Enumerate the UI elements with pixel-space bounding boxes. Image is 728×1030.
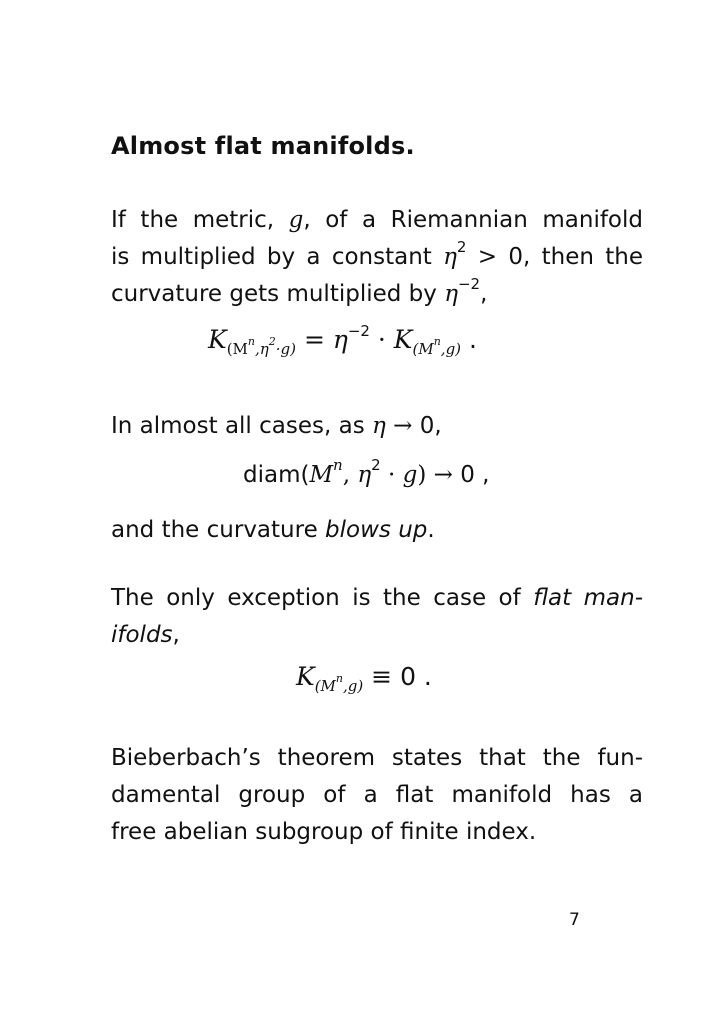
paragraph-limit: In almost all cases, as η → 0, [111,413,442,439]
paragraph-line: Bieberbach’s theorem states that the fun- [111,745,643,771]
page-number: 7 [569,910,580,930]
paragraph-line: If the metric, g, of a Riemannian manifold [111,207,643,233]
paragraph-line: damental group of a flat manifold has a [111,782,643,808]
equation-diameter: $diam(M^n$, $\eta^2 \cdot g) \to 0$ , [243,456,490,488]
paragraph-line: ifolds, [111,622,180,648]
paragraph-blows-up: and the curvature blows up. [111,517,435,543]
paragraph-line: free abelian subgroup of finite index. [111,819,537,845]
paragraph-exception [111,580,643,654]
paragraph-bieberbach [111,740,643,851]
paragraph-line: curvature gets multiplied by $\eta^{-2}$, [111,275,488,307]
paragraph-line: The only exception is the case of flat man- [111,585,643,611]
paragraph-line: is multiplied by a constant $\eta^2 > 0$, then the [111,238,643,270]
section-heading: Almost flat manifolds. [111,132,415,160]
equation-curvature-scaling: $K_{(M^n,\eta^2\cdot g)} = \eta^{-2} \cdot K_{(M^n,g)}$ . [208,321,477,358]
equation-flat: $K_{(M^n,g)} \equiv 0$ . [296,662,432,695]
paragraph-metric-scaling [111,202,643,313]
